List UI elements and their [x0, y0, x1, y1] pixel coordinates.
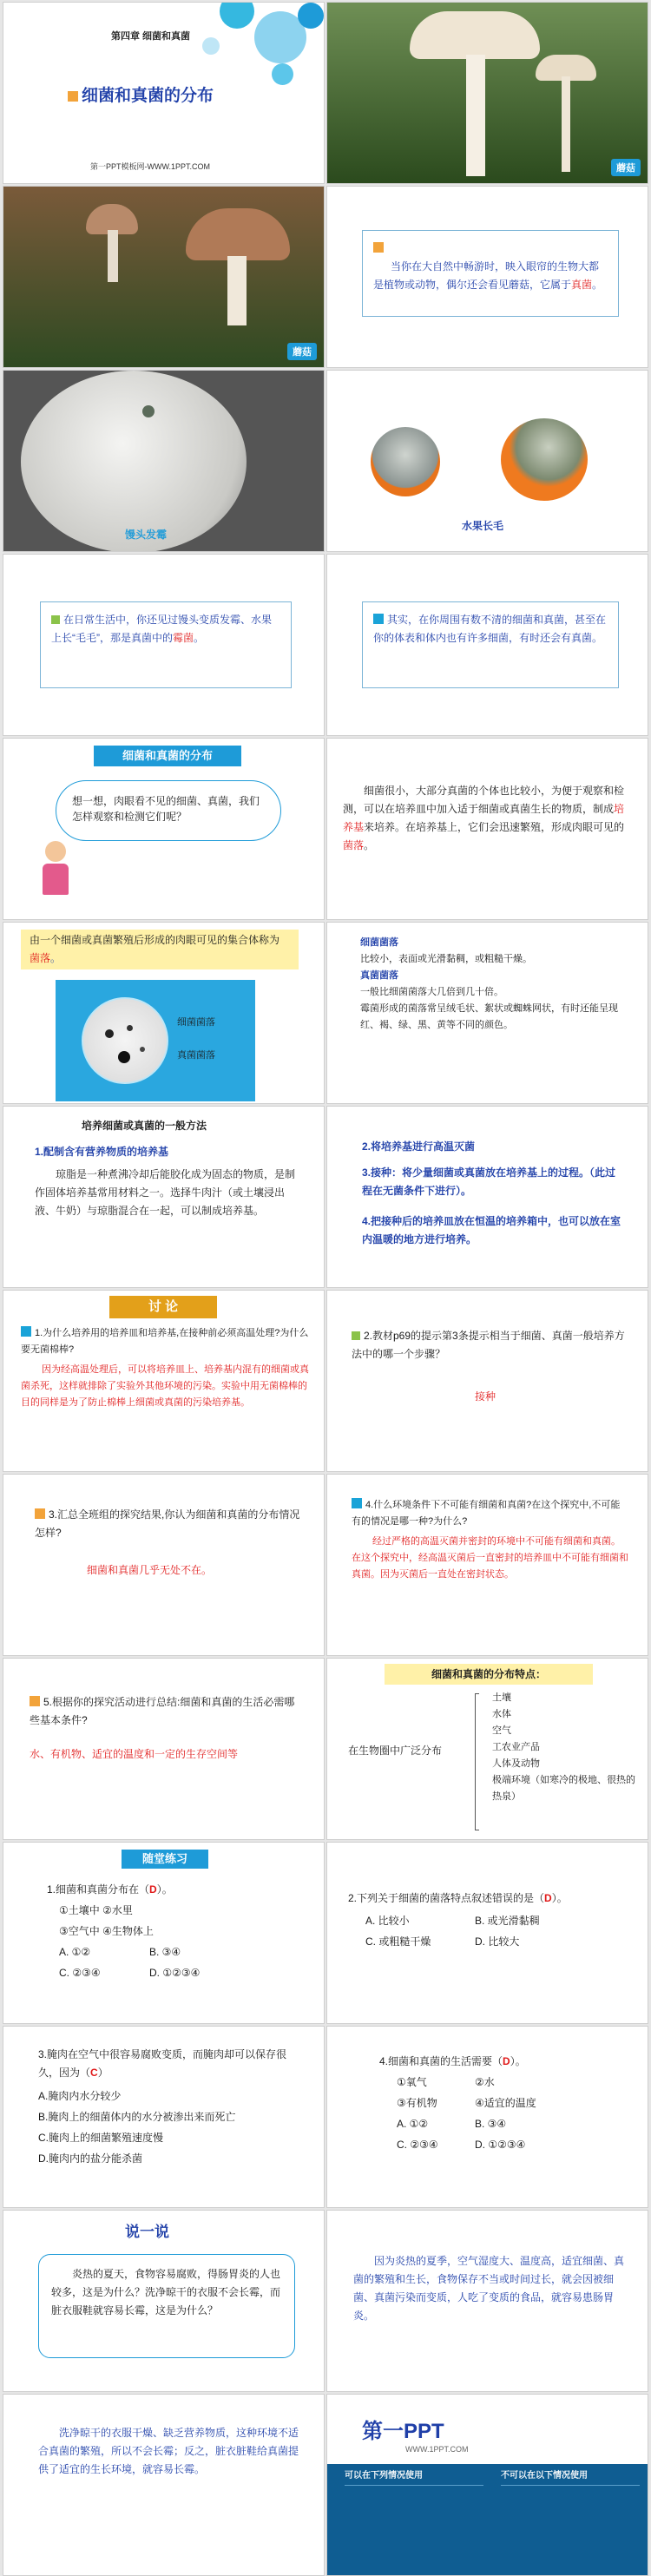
option[interactable]: B. ③④ [475, 2118, 507, 2130]
photo-caption: 水果长毛 [462, 520, 504, 532]
colony-text: 细菌菌落 比较小，表面或光滑黏稠，或粗糙干燥。 真菌菌落 一般比细菌菌落大几倍到几十倍。 霉菌形成的菌落常呈绒毛状、絮状或蜘蛛网状，有时还能呈现红、褐、绿、黑、黄等不同的颜色。 [360, 937, 618, 1030]
answer: 因为炎热的夏季，空气湿度大、温度高，适宜细菌、真菌的繁殖和生长，食物保存不当或时间过长，就会因被细菌、真菌污染而变质，人吃了变质的食品，就容易患肠胃炎。 [353, 2255, 625, 2322]
method-title: 培养细菌或真菌的一般方法 [82, 1120, 207, 1132]
talk-tag: 说一说 [125, 2224, 169, 2240]
brand-logo: 第一PPT [362, 2420, 444, 2443]
mushroom-stem [562, 76, 570, 172]
square-icon [68, 91, 78, 102]
answer: 因为经高温处理后，可以将培养皿上、培养基内混有的细菌或真菌杀死，这样就排除了实验外其他环境的污染。实验中用无菌棉棒的目的同样是为了防止棉棒上细菌或真菌的污染培养基。 [21, 1364, 309, 1408]
info-col-title: 可以在下列情况使用 [345, 2471, 423, 2481]
step-4: 4.把接种后的培养皿放在恒温的培养箱中，也可以放在室内温暖的地方进行培养。 [362, 1215, 621, 1245]
thought-bubble: 想一想，肉眼看不见的细菌、真菌，我们怎样观察和检测它们呢？ [56, 780, 281, 841]
slide-intro-text [326, 186, 648, 368]
step-1: 1.配制含有营养物质的培养基 [35, 1146, 169, 1158]
colony-label: 真菌菌落 [177, 1050, 215, 1061]
slide-distribution [326, 1658, 648, 1840]
option[interactable]: D. ①②③④ [149, 1967, 201, 1979]
option[interactable]: ①氧气 [397, 2076, 427, 2088]
slide-colony-definition [3, 922, 325, 1104]
option[interactable]: A.腌肉内水分较少 [38, 2090, 122, 2102]
question: 2.教材p69的提示第3条提示相当于细菌、真菌一般培养方法中的哪一个步骤？ [352, 1330, 625, 1360]
option[interactable]: B. 或光滑黏稠 [475, 1915, 540, 1927]
option[interactable]: ③有机物 [397, 2097, 437, 2109]
student-icon [38, 841, 73, 902]
option[interactable]: D. ①②③④ [475, 2139, 526, 2151]
mushroom-stem [227, 256, 247, 325]
photo-caption: 馒头发霉 [125, 529, 168, 541]
slide-practice-2 [326, 1842, 648, 2024]
body-text: 细菌很小，大部分真菌的个体也比较小，为便于观察和检测，可以在培养皿中加入适于细菌或真菌生长的物质，制成培养基来培养。在培养基上，它们会迅速繁殖，形成肉眼可见的菌落。 [343, 785, 625, 851]
slide-mold-fruit-photo [326, 370, 648, 552]
slide-talk-answer-2 [3, 2394, 325, 2576]
info-col-lines [345, 2485, 483, 2568]
option[interactable]: D.腌肉内的盐分能杀菌 [38, 2152, 143, 2165]
info-col-lines [501, 2485, 640, 2568]
photo-caption: 蘑菇 [611, 159, 641, 176]
question: 1.为什么培养用的培养皿和培养基,在接种前必须高温处理?为什么要无菌棉棒? [21, 1328, 309, 1355]
text-box: 其实，在你周围有数不清的细菌和真菌，甚至在你的体表和体内也有许多细菌，有时还会有真菌。 [362, 601, 619, 688]
definition-box: 由一个细菌或真菌繁殖后形成的肉眼可见的集合体称为菌落。 [21, 930, 299, 969]
footer-text: 第一PPT模板网-WWW.1PPT.COM [90, 162, 210, 171]
colony-label: 细菌菌落 [177, 1017, 215, 1028]
practice-tag: 随堂练习 [122, 1850, 208, 1869]
option[interactable]: C. 或粗糙干燥 [365, 1935, 431, 1948]
petri-dish [82, 997, 168, 1084]
lesson-title: 细菌和真菌的分布 [68, 82, 214, 106]
question: 1.细菌和真菌分布在（D）。 [47, 1883, 173, 1896]
slide-mold-text [3, 554, 325, 736]
square-icon [352, 1498, 362, 1508]
slide-everywhere-text [326, 554, 648, 736]
moldy-orange [371, 427, 440, 496]
slide-mushroom-photo-1 [326, 2, 648, 184]
slide-discussion-2 [326, 1290, 648, 1472]
answer: 细菌和真菌几乎无处不在。 [87, 1564, 213, 1576]
question: 3.汇总全班组的探究结果,你认为细菌和真菌的分布情况怎样? [35, 1508, 300, 1539]
bracket [475, 1693, 479, 1830]
answer: 经过严格的高温灭菌并密封的环境中不可能有细菌和真菌。在这个探究中，经高温灭菌后一直密封的培养皿中不可能有细菌和真菌。因为灭菌后一直处在密封状态。 [352, 1536, 628, 1580]
question: 2.下列关于细菌的菌落特点叙述错误的是（D）。 [348, 1892, 568, 1904]
step-3: 3.接种：将少量细菌或真菌放在培养基上的过程。（此过程在无菌条件下进行）。 [362, 1166, 616, 1197]
slide-discussion-1 [3, 1290, 325, 1472]
mushroom-stem [108, 230, 118, 282]
text-box: 当你在大自然中畅游时，映入眼帘的生物大都是植物或动物，偶尔还会看见蘑菇，它属于真菌。 [362, 230, 619, 317]
discussion-tag: 讨 论 [109, 1296, 217, 1318]
option[interactable]: B. ③④ [149, 1946, 181, 1958]
info-panel [327, 2464, 648, 2576]
slide-colony-types [326, 922, 648, 1104]
answer: 接种 [475, 1390, 496, 1403]
slide-mold-bun-photo [3, 370, 325, 552]
talk-question-box: 炎热的夏天，食物容易腐败，得肠胃炎的人也较多，这是为什么？洗净晾干的衣服不会长霉，而脏衣服鞋就容易长霉，这是为什么？ [38, 2254, 295, 2358]
bubble-decoration [168, 2, 325, 89]
square-icon [373, 614, 384, 624]
option[interactable]: ②水 [475, 2076, 495, 2088]
slide-practice-4 [326, 2026, 648, 2208]
square-icon [21, 1326, 31, 1337]
step-2: 2.将培养基进行高温灭菌 [362, 1140, 476, 1153]
distribution-title: 细菌和真菌的分布特点： [385, 1664, 593, 1685]
moldy-orange [501, 418, 588, 501]
slide-culture-medium [326, 738, 648, 920]
slide-discussion-5 [3, 1658, 325, 1840]
chapter-label: 第四章 细菌和真菌 [111, 31, 191, 42]
slide-discussion-4 [326, 1474, 648, 1656]
square-icon [35, 1508, 45, 1519]
option[interactable]: C.腌肉上的细菌繁殖速度慢 [38, 2132, 164, 2144]
option[interactable]: A. ①② [59, 1946, 91, 1958]
question: 5.根据你的探究活动进行总结:细菌和真菌的生活必需哪些基本条件? [30, 1696, 295, 1726]
option[interactable]: C. ②③④ [397, 2139, 438, 2151]
slide-method-2 [326, 1106, 648, 1288]
mold-spot [142, 405, 155, 417]
option[interactable]: D. 比较大 [475, 1935, 520, 1948]
answer: 水、有机物、适宜的温度和一定的生存空间等 [30, 1748, 239, 1760]
distribution-left: 在生物圈中广泛分布 [348, 1745, 443, 1757]
mushroom-stem [466, 55, 485, 176]
square-icon [373, 242, 384, 253]
question: 3.腌肉在空气中很容易腐败变质，而腌肉却可以保存很久，因为（C） [38, 2048, 287, 2079]
forest-background [3, 187, 324, 367]
text-box: 在日常生活中，你还见过馒头变质发霉、水果上长“毛毛”，那是真菌中的霉菌。 [40, 601, 292, 688]
moldy-bun [21, 371, 247, 552]
petri-dish-photo [56, 980, 255, 1101]
question: 4.细菌和真菌的生活需要（D）。 [379, 2055, 526, 2067]
option[interactable]: B.腌肉上的细菌体内的水分被渗出来而死亡 [38, 2111, 236, 2123]
option[interactable]: ③空气中 ④生物体上 [59, 1925, 154, 1937]
slide-credits [326, 2394, 648, 2576]
info-col-title: 不可以在以下情况使用 [501, 2471, 588, 2481]
question: 4.什么环境条件下不可能有细菌和真菌?在这个探究中,不可能有的情况是哪一种?为什么? [352, 1500, 621, 1527]
option[interactable]: ①土壤中 ②水里 [59, 1904, 133, 1916]
photo-caption: 蘑菇 [287, 343, 317, 360]
slide-practice-3 [3, 2026, 325, 2208]
slide-talk-question [3, 2210, 325, 2392]
mushroom-cap [410, 11, 540, 59]
distribution-list: 土壤 水体 空气 工农业产品 人体及动物 极端环境（如寒冷的极地、很热的热泉） [492, 1692, 635, 1802]
slide-question [3, 738, 325, 920]
square-icon [352, 1331, 360, 1340]
step-1-body: 琼脂是一种煮沸冷却后能胶化成为固态的物质，是制作固体培养基常用材料之一。选择牛肉汁（或土壤浸出液、牛奶）与琼脂混合在一起，可以制成培养基。 [35, 1168, 296, 1217]
section-title: 细菌和真菌的分布 [94, 746, 241, 766]
brand-url[interactable]: WWW.1PPT.COM [405, 2445, 469, 2454]
option[interactable]: A. ①② [397, 2118, 429, 2130]
option[interactable]: C. ②③④ [59, 1967, 101, 1979]
square-icon [51, 615, 60, 624]
slide-discussion-3 [3, 1474, 325, 1656]
option[interactable]: A. 比较小 [365, 1915, 410, 1927]
square-icon [30, 1696, 40, 1706]
slide-practice-1 [3, 1842, 325, 2024]
slide-title[interactable] [3, 2, 325, 184]
slide-method-1 [3, 1106, 325, 1288]
slide-mushroom-photo-2 [3, 186, 325, 368]
slide-talk-answer-1 [326, 2210, 648, 2392]
answer: 洗净晾干的衣服干燥、缺乏营养物质，这种环境不适合真菌的繁殖，所以不会长霉；反之，脏衣脏鞋给真菌提供了适宜的生长环境，就容易长霉。 [38, 2427, 299, 2475]
option[interactable]: ④适宜的温度 [475, 2097, 536, 2109]
